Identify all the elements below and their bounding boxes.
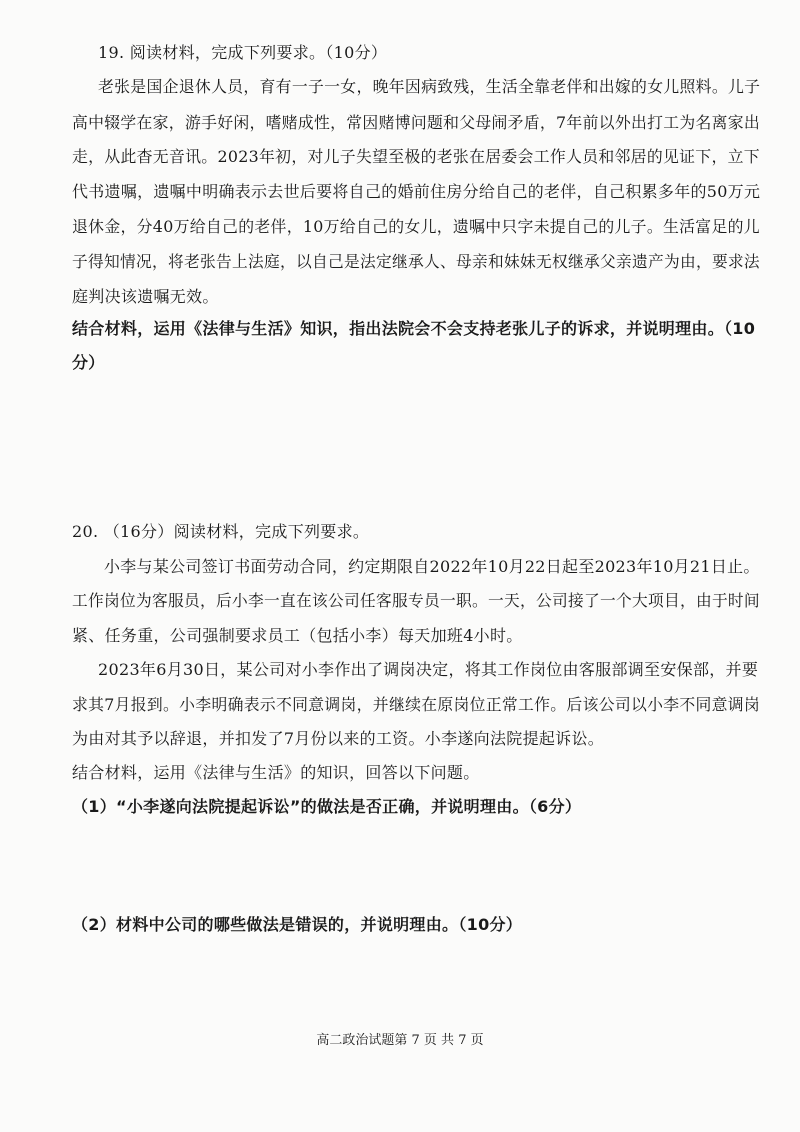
q20-material-line: 紧、任务重，公司强制要求员工（包括小李）每天加班4小时。 bbox=[72, 626, 523, 645]
q19-task-line: 分） bbox=[72, 353, 105, 372]
q20-material-line: 工作岗位为客服员，后小李一直在该公司任客服专员一职。一天，公司接了一个大项目，由于时间 bbox=[72, 591, 760, 610]
q19-material-line: 退休金，分40万给自己的老伴，10万给自己的女儿，遗嘱中只字未提自己的儿子。生活富足的儿 bbox=[72, 217, 760, 236]
q20-material-line: 为由对其予以辞退，并扣发了7月份以来的工资。小李遂向法院提起诉讼。 bbox=[72, 729, 605, 748]
q19-material-line: 高中辍学在家，游手好闲，嗜赌成性，常因赌博问题和父母闹矛盾，7年前以外出打工为名离家出 bbox=[72, 113, 761, 132]
q20-material-line: 结合材料，运用《法律与生活》的知识，回答以下问题。 bbox=[72, 763, 480, 782]
q20-material-line: 2023年6月30日，某公司对小李作出了调岗决定，将其工作岗位由客服部调至安保部，并要 bbox=[98, 660, 759, 679]
q20-subquestion-2: （2）材料中公司的哪些做法是错误的，并说明理由。（10分） bbox=[72, 915, 523, 934]
q20-material-line: 求其7月报到。小李明确表示不同意调岗，并继续在原岗位正常工作。后该公司以小李不同意调岗 bbox=[72, 695, 761, 714]
q20-header: 20. （16分）阅读材料，完成下列要求。 bbox=[72, 522, 370, 541]
q19-task-line: 结合材料，运用《法律与生活》知识，指出法院会不会支持老张儿子的诉求，并说明理由。（10 bbox=[72, 319, 756, 338]
q19-material-line: 走，从此杳无音讯。2023年初，对儿子失望至极的老张在居委会工作人员和邻居的见证下，立下 bbox=[72, 147, 760, 166]
q20-subquestion-1: （1）“小李遂向法院提起诉讼”的做法是否正确，并说明理由。（6分） bbox=[72, 797, 582, 816]
q19-material-line: 庭判决该遗嘱无效。 bbox=[72, 287, 219, 306]
page-footer: 高二政治试题第 7 页 共 7 页 bbox=[316, 1033, 484, 1048]
q19-header: 19. 阅读材料，完成下列要求。（10分） bbox=[98, 43, 388, 62]
q20-material-line: 小李与某公司签订书面劳动合同，约定期限自2022年10月22日起至2023年10月21日止。 bbox=[104, 557, 760, 576]
q19-material-line: 代书遗嘱，遗嘱中明确表示去世后要将自己的婚前住房分给自己的老伴，自己积累多年的50万元 bbox=[72, 182, 761, 201]
q19-material-line: 子得知情况，将老张告上法庭，以自己是法定继承人、母亲和妹妹无权继承父亲遗产为由，要求法 bbox=[72, 252, 760, 271]
q19-material-line: 老张是国企退休人员，育有一子一女，晚年因病致残，生活全靠老伴和出嫁的女儿照料。儿子 bbox=[98, 77, 761, 96]
